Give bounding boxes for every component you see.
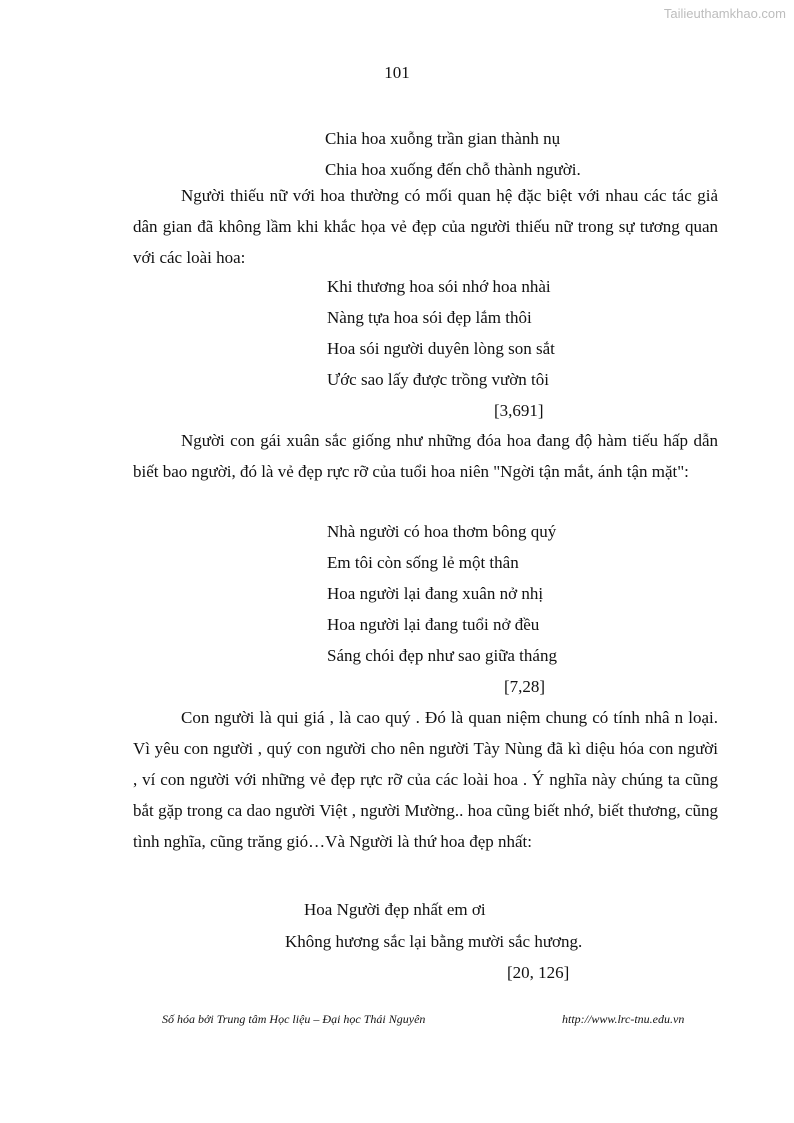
poem-line: Ước sao lấy được trồng vườn tôi [327,370,549,389]
paragraph-3: Con người là qui giá , là cao quý . Đó là quan niệm chung có tính nhâ n loại. Vì yêu con người , quý con người cho nên người Tày Nùng đã kì diệu hóa con người , ví con người với những vẻ đẹp rực rỡ của các loài hoa . Ý nghĩa này chúng ta cũng bắt gặp trong ca dao người Việt , người Mường.. hoa cũng biết nhớ, biết thương, cũng tình nghĩa, cũng trăng gió…Và Người là thứ hoa đẹp nhất: [133,708,718,851]
poem-line: Em tôi còn sống lẻ một thân [327,553,519,572]
paragraph-1: Người thiếu nữ với hoa thường có mối quan hệ đặc biệt với nhau các tác giả dân gian đã không lầm khi khắc họa vẻ đẹp của người thiếu nữ trong sự tương quan với các loài hoa: [133,186,718,267]
poem-line: Chia hoa xuỗng trần gian thành nụ [325,129,561,148]
poem-line: Hoa người lại đang tuổi nở đều [327,615,540,634]
citation-ref: [7,28] [504,677,546,696]
poem-line: Hoa người lại đang xuân nở nhị [327,584,544,603]
poem-line: Nàng tựa hoa sói đẹp lắm thôi [327,308,532,327]
poem-line: Nhà người có hoa thơm bông quý [327,522,557,541]
page-number: 101 [384,63,410,82]
citation-ref: [20, 126] [507,963,570,982]
poem-line: Hoa sói người duyên lòng son sắt [327,339,555,358]
watermark: Tailieuthamkhao.com [663,6,786,21]
poem-line: Khi thương hoa sói nhớ hoa nhài [327,277,551,296]
poem-4-line-1: Hoa Người đẹp nhất em ơi [304,900,486,919]
poem-3 [327,516,557,671]
citation-ref: [3,691] [494,401,544,420]
footer-source: Số hóa bởi Trung tâm Học liệu – Đại học Thái Nguyên [162,1012,426,1026]
paragraph-2: Người con gái xuân sắc giống như những đóa hoa đang độ hàm tiếu hấp dẫn biết bao người, đó là vẻ đẹp rực rỡ của tuổi hoa niên "Ngời tận mắt, ánh tận mặt": [133,431,718,481]
poem-2 [327,271,555,395]
poem-line: Chia hoa xuống đến chỗ thành người. [325,160,581,179]
poem-1 [325,123,581,185]
poem-4-line-2: Không hương sắc lại bằng mười sắc hương. [285,932,583,951]
poem-line: Sáng chói đẹp như sao giữa tháng [327,646,557,665]
footer-url[interactable]: http://www.lrc-tnu.edu.vn [562,1012,685,1026]
